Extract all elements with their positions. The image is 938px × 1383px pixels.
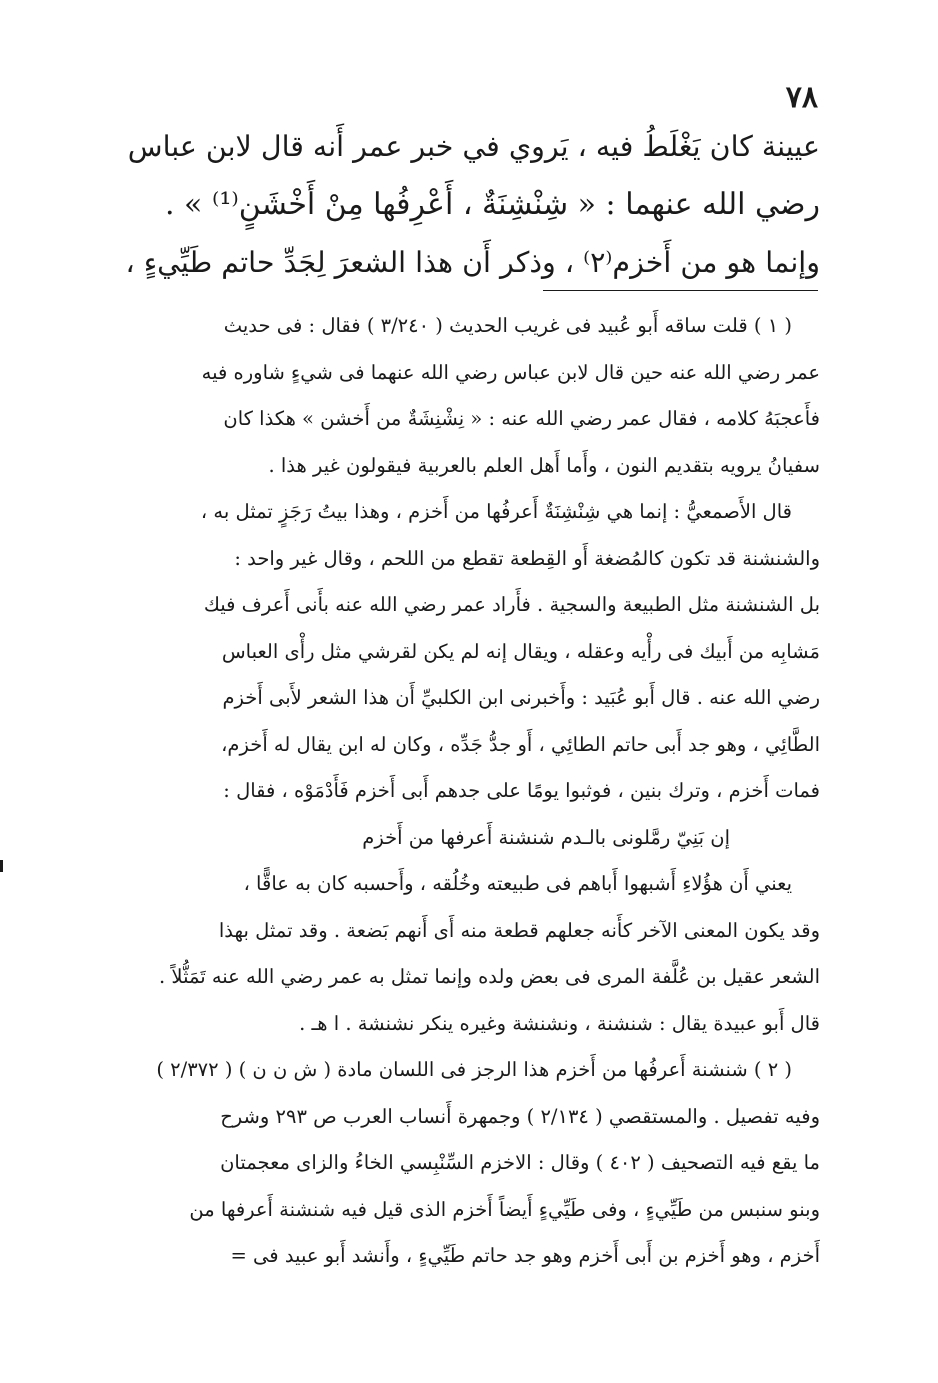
footnote-line: وقد يكون المعنى الآخر كأَنه جعلهم قطعة منه أَى أَنهم بَضعة . وقد تمثل بهذا (218, 918, 820, 942)
margin-scan-mark (0, 860, 3, 872)
footnote-line: ما يقع فيه التصحيف ( ٤٠٢ ) وقال : الاخزم السِّنْبِسي الخاءُ والزاى معجمتان (220, 1151, 820, 1174)
footnote-line: أَخزم ، وهو أَخزم بن أَبى أَخزم وهو جد حاتم طَيِّيءٍ ، وأَنشد أَبو عبيد فى = (230, 1244, 820, 1267)
footnote-line: الشعر عقيل بن عُلَّفة المرى فى بعض ولده وإنما تمثل به عمر رضي الله عنه تَمَثُّلاً . (159, 965, 820, 988)
footnote-line: عمر رضي الله عنه حين قال لابن عباس رضي الله عنهما فى شيءٍ شاوره فيه (201, 360, 820, 384)
footnote-verse-line: إن بَنِيّ رمَّلونى بالـدم شنشنة أَعرفها من أَخزم (362, 825, 730, 849)
footnote-line: ( ١ ) قلت ساقه أَبو عُبيد فى غريب الحديث ( ٣/٢٤٠ ) فقال : فى حديث (223, 314, 792, 337)
footnote-line: رضي الله عنه . قال أَبو عُبَيد : وأَخبرنى ابن الكلبيِّ أَن هذا الشعر لأَبى أَخزم (222, 686, 820, 709)
footnote-line: بل الشنشنة مثل الطبيعة والسجية . فأَراد عمر رضي الله عنه بأَنى أَعرف فيك (203, 593, 820, 616)
footnote-line: فأَعجبَهُ كلامه ، فقال عمر رضي الله عنه : « نِشْنِشَةٌ من أَخشن » هكذا كان (223, 407, 820, 430)
footnote-line: مَشابِه من أَبيك فى رأْيه وعقله ، ويقال إنه لم يكن لقرشي مثل رأْى العباس (221, 639, 820, 663)
footnote-line: فمات أَخزم ، وترك بنين ، فوثبوا يومًا على جدهم أَبى أَخزم فَأَدْمَوْه ، فقال : (223, 779, 820, 802)
footnote-line: قال أَبو عبيدة يقال : شنشنة ، ونشنشة وغيره ينكر نشنشة . ا هـ . (299, 1011, 820, 1035)
footnote-line: وبنو سنبس من طَيِّيءٍ ، وفى طَيِّيءٍ أَيضاً أَخزم الذى قيل فيه شنشنة أَعرفها من (189, 1197, 820, 1221)
footnote-line: ( ٢ ) شنشنة أَعرفُها من أَخزم هذا الرجز فى اللسان مادة ( ش ن ن ) ( ٢/٣٧٢ ) (156, 1058, 792, 1081)
footnote-line: والشنشنة قد تكون كالمُضغة أَو القِطعة تقطع من اللحم ، وقال غير واحد : (234, 546, 820, 570)
main-text-block (120, 118, 820, 292)
main-text-line: رضي الله عنهما : « شِنْشِنَةٌ ، أَعْرِفُها مِنْ أَخْشَنٍ⁽¹⁾ » . (164, 187, 820, 222)
footnote-line: الطَّائِي ، وهو جد أَبى حاتم الطائِي ، أَو جدُّ جَدِّه ، وكان له ابن يقال له أَخزم، (221, 732, 820, 756)
footnote-line: سفيانُ يرويه بتقديم النون ، وأَما أَهل العلم بالعربية فيقولون غير هذا . (268, 453, 820, 477)
footnote-line: يعني أَن هؤُلاءِ أَشبهوا أَباهم فى طبيعته وخُلُقه ، وأَحسبه كان به عاقًّا ، (243, 872, 792, 895)
footnote-separator-rule (543, 290, 818, 291)
footnotes-block (116, 303, 820, 1280)
footnote-line: وفيه تفصيل . والمستقصي ( ٢/١٣٤ ) وجمهرة أَنساب العرب ص ٢٩٣ وشرح (220, 1104, 820, 1128)
footnote-line: قال الأَصمعيُّ : إنما هي شِنْشِنَةٌ أَعرفُها من أَخزم ، وهذا بيتُ رَجَزٍ تمثل به ، (200, 500, 792, 523)
main-text-line: عيينة كان يَغْلَطُ فيه ، يَروي في خبر عمر أَنه قال لابن عباس (127, 130, 820, 163)
page-number: ٧٨ (785, 80, 818, 115)
main-text-line: وإنما هو من أَخزم⁽٢⁾ ، وذكر أَن هذا الشعرَ لِجَدِّ حاتم طَيِّيءٍ ، (125, 246, 820, 279)
